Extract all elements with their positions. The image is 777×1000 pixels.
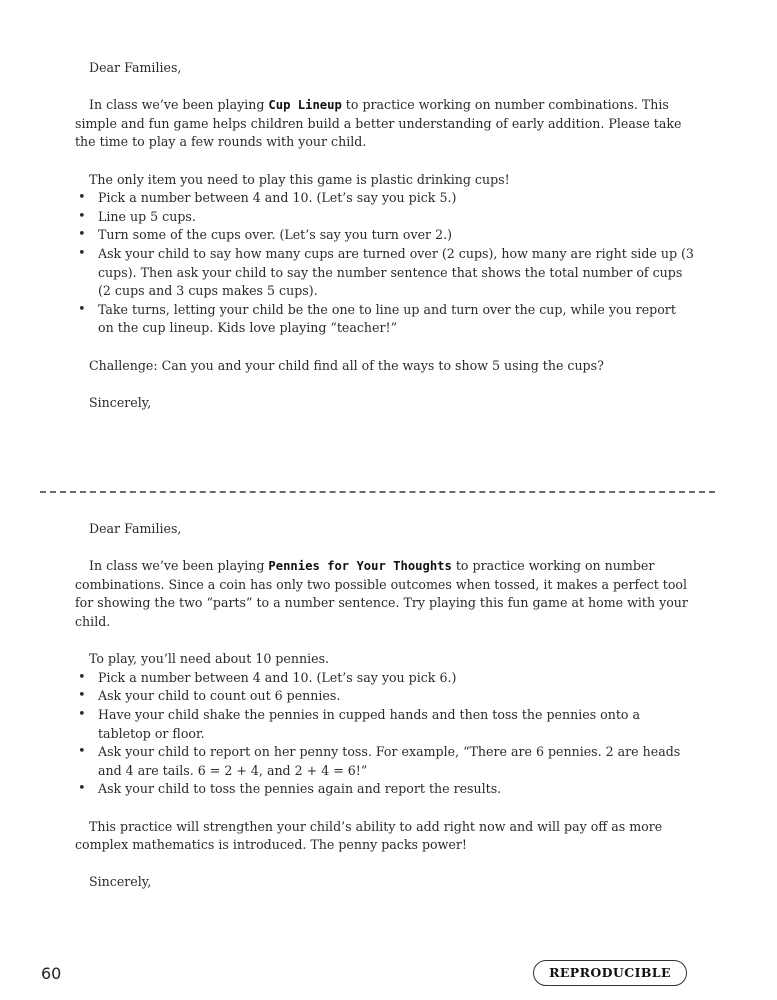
page-number: 60 [41,964,62,983]
items-intro: To play, you’ll need about 10 pennies. [89,651,330,667]
list-item: • Ask your child to count out 6 pennies. [75,687,695,706]
game-name: Pennies for Your Thoughts [268,559,452,574]
challenge-text: Challenge: Can you and your child find all of the ways to show 5 using the cups? [89,357,604,373]
letter-closing: Sincerely, [89,394,152,410]
reproducible-badge: REPRODUCIBLE [533,960,687,986]
letter-closing: Sincerely, [89,874,152,890]
intro-text-before: In class we’ve been playing [89,558,269,574]
letter-greeting: Dear Families, [89,60,182,75]
list-item: • Line up 5 cups. [75,208,695,227]
intro-text-after: to practice working on number combinations. Since a coin has only two possible outcomes when tossed, it makes a perfect tool for showing the two “parts” to a number sentence. Try playing this fun game at home with your child. [75,558,688,629]
steps-list [75,669,695,799]
list-item: • Ask your child to report on her penny toss. For example, “There are 6 pennies. 2 are heads and 4 are tails. 6 = 2 + 4, and 2 + 4 = 6!” [75,743,695,780]
list-item: • Ask your child to say how many cups are turned over (2 cups), how many are right side up (3 cups). Then ask your child to say the number sentence that shows the total number of cups (2 cups and 3 cups makes 5 cups). [75,245,695,301]
letter-intro-paragraph [75,557,695,631]
list-item: • Have your child shake the pennies in cupped hands and then toss the pennies onto a tabletop or floor. [75,706,695,743]
list-item: • Pick a number between 4 and 10. (Let’s say you pick 5.) [75,189,695,208]
list-item: • Take turns, letting your child be the one to line up and turn over the cup, while you report on the cup lineup. Kids love playing “teacher!” [75,301,695,338]
items-intro: The only item you need to play this game is plastic drinking cups! [89,171,510,187]
intro-text-after: to practice working on number combinations. This simple and fun game helps children build a better understanding of early addition. Please take the time to play a few rounds with your child. [75,97,682,150]
letter-intro-paragraph [75,96,695,152]
game-name: Cup Lineup [268,98,342,113]
list-item: • Turn some of the cups over. (Let’s say you turn over 2.) [75,226,695,245]
letter-cup-lineup [75,59,695,412]
letter-pennies [75,520,695,892]
intro-text-before: In class we’ve been playing [89,97,269,113]
outro-paragraph: This practice will strengthen your child’s ability to add right now and will pay off as more complex mathematics is introduced. The penny packs power! [75,818,663,853]
steps-list [75,189,695,338]
list-item: • Pick a number between 4 and 10. (Let’s say you pick 6.) [75,669,695,688]
list-item: • Ask your child to toss the pennies again and report the results. [75,780,695,799]
cut-line-divider [40,491,715,493]
letter-greeting: Dear Families, [89,521,182,536]
